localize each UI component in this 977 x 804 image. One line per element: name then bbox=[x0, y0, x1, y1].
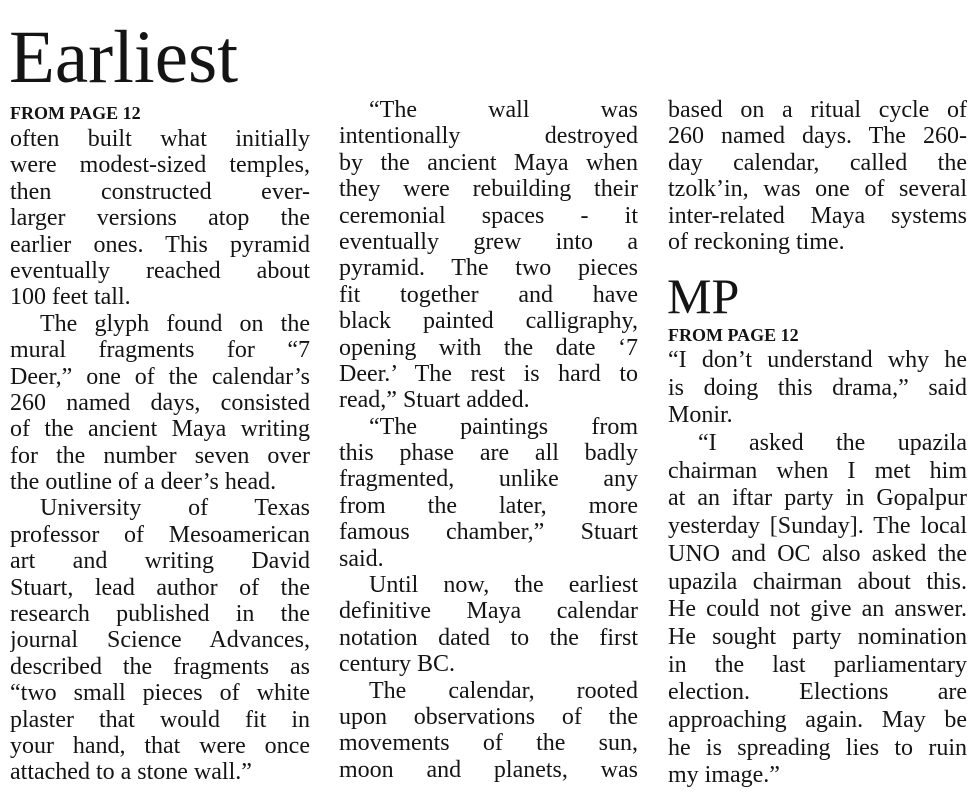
text-line: day calendar, called the bbox=[668, 149, 967, 176]
text-line: plaster that would fit in bbox=[10, 706, 310, 733]
text-line: fit together and have bbox=[339, 281, 638, 308]
text-line: eventually reached about bbox=[10, 257, 310, 284]
text-line: 100 feet tall. bbox=[10, 284, 131, 311]
text-line: attached to a stone wall.” bbox=[10, 759, 252, 786]
text-line: intentionally destroyed bbox=[339, 123, 638, 150]
text-line: chairman when I met him bbox=[668, 457, 967, 484]
text-line: the outline of a deer’s head. bbox=[10, 469, 277, 496]
paragraph bbox=[10, 126, 310, 311]
column bbox=[10, 126, 310, 786]
text-line: for the number seven over bbox=[10, 442, 310, 469]
paragraph bbox=[339, 414, 638, 572]
paragraph bbox=[339, 572, 638, 678]
text-line: upon observations of the bbox=[339, 703, 638, 730]
text-line: yesterday [Sunday]. The local bbox=[668, 513, 967, 540]
column bbox=[668, 347, 967, 790]
text-line: definitive Maya calendar bbox=[339, 598, 638, 625]
paragraph bbox=[668, 430, 967, 790]
text-line: this phase are all badly bbox=[339, 440, 638, 467]
text-line: my image.” bbox=[668, 762, 780, 789]
paragraph bbox=[668, 97, 967, 255]
paragraph bbox=[668, 347, 967, 430]
text-line: eventually grew into a bbox=[339, 228, 638, 255]
text-line: 260 named days. The 260- bbox=[668, 123, 967, 150]
text-line: journal Science Advances, bbox=[10, 627, 310, 654]
text-line: Deer.’ The rest is hard to bbox=[339, 360, 638, 387]
text-line: “The paintings from bbox=[369, 413, 638, 440]
text-line: “I asked the upazila bbox=[698, 430, 967, 457]
column bbox=[668, 97, 967, 255]
text-line: tzolk’in, was one of several bbox=[668, 176, 967, 203]
text-line: election. Elections are bbox=[668, 679, 967, 706]
text-line: He sought party nomination bbox=[668, 623, 967, 650]
text-line: upazila chairman about this. bbox=[668, 568, 967, 595]
text-line: were modest-sized temples, bbox=[10, 152, 310, 179]
text-line: The calendar, rooted bbox=[369, 677, 638, 704]
text-line: of reckoning time. bbox=[668, 228, 845, 255]
text-line: by the ancient Maya when bbox=[339, 149, 638, 176]
text-line: art and writing David bbox=[10, 548, 310, 575]
text-line: read,” Stuart added. bbox=[339, 387, 530, 414]
text-line: movements of the sun, bbox=[339, 730, 638, 757]
text-line: He could not give an answer. bbox=[668, 596, 967, 623]
text-line: Stuart, lead author of the bbox=[10, 574, 310, 601]
text-line: moon and planets, was bbox=[339, 756, 638, 783]
text-line: is doing this drama,” said bbox=[668, 374, 967, 401]
text-line: professor of Mesoamerican bbox=[10, 521, 310, 548]
text-line: described the fragments as bbox=[10, 653, 310, 680]
text-line: Deer,” one of the calendar’s bbox=[10, 363, 310, 390]
text-line: said. bbox=[339, 545, 384, 572]
text-line: they were rebuilding their bbox=[339, 176, 638, 203]
text-line: fragmented, unlike any bbox=[339, 466, 638, 493]
text-line: “The wall was bbox=[369, 97, 638, 123]
headline: MP bbox=[667, 268, 740, 324]
text-line: then constructed ever- bbox=[10, 178, 310, 205]
text-line: UNO and OC also asked the bbox=[668, 540, 967, 567]
text-line: notation dated to the first bbox=[339, 624, 638, 651]
text-line: of the ancient Maya writing bbox=[10, 416, 310, 443]
text-line: opening with the date ‘7 bbox=[339, 334, 638, 361]
text-line: approaching again. May be bbox=[668, 706, 967, 733]
text-line: University of Texas bbox=[40, 495, 310, 522]
text-line: from the later, more bbox=[339, 492, 638, 519]
paragraph bbox=[10, 495, 310, 785]
jump-label: FROM PAGE 12 bbox=[668, 325, 799, 345]
text-line: century BC. bbox=[339, 651, 455, 678]
text-line: inter-related Maya systems bbox=[668, 202, 967, 229]
jump-label: FROM PAGE 12 bbox=[10, 103, 141, 123]
text-line: based on a ritual cycle of bbox=[668, 97, 967, 123]
text-line: pyramid. The two pieces bbox=[339, 255, 638, 282]
text-line: ceremonial spaces - it bbox=[339, 202, 638, 229]
text-line: Monir. bbox=[668, 402, 733, 429]
column bbox=[339, 97, 638, 783]
text-line: famous chamber,” Stuart bbox=[339, 519, 638, 546]
text-line: black painted calligraphy, bbox=[339, 308, 638, 335]
headline: Earliest bbox=[9, 16, 239, 99]
text-line: larger versions atop the bbox=[10, 205, 310, 232]
text-line: earlier ones. This pyramid bbox=[10, 231, 310, 258]
paragraph bbox=[339, 97, 638, 414]
text-line: “two small pieces of white bbox=[10, 680, 310, 707]
paragraph bbox=[339, 678, 638, 784]
text-line: The glyph found on the bbox=[40, 310, 310, 337]
text-line: Until now, the earliest bbox=[369, 572, 638, 599]
text-line: your hand, that were once bbox=[10, 732, 310, 759]
text-line: he is spreading lies to ruin bbox=[668, 734, 967, 761]
paragraph bbox=[10, 311, 310, 496]
text-line: often built what initially bbox=[10, 126, 310, 152]
text-line: research published in the bbox=[10, 601, 310, 628]
text-line: 260 named days, consisted bbox=[10, 389, 310, 416]
text-line: “I don’t understand why he bbox=[668, 347, 967, 373]
text-line: mural fragments for “7 bbox=[10, 337, 310, 364]
text-line: at an iftar party in Gopalpur bbox=[668, 485, 967, 512]
text-line: in the last parliamentary bbox=[668, 651, 967, 678]
